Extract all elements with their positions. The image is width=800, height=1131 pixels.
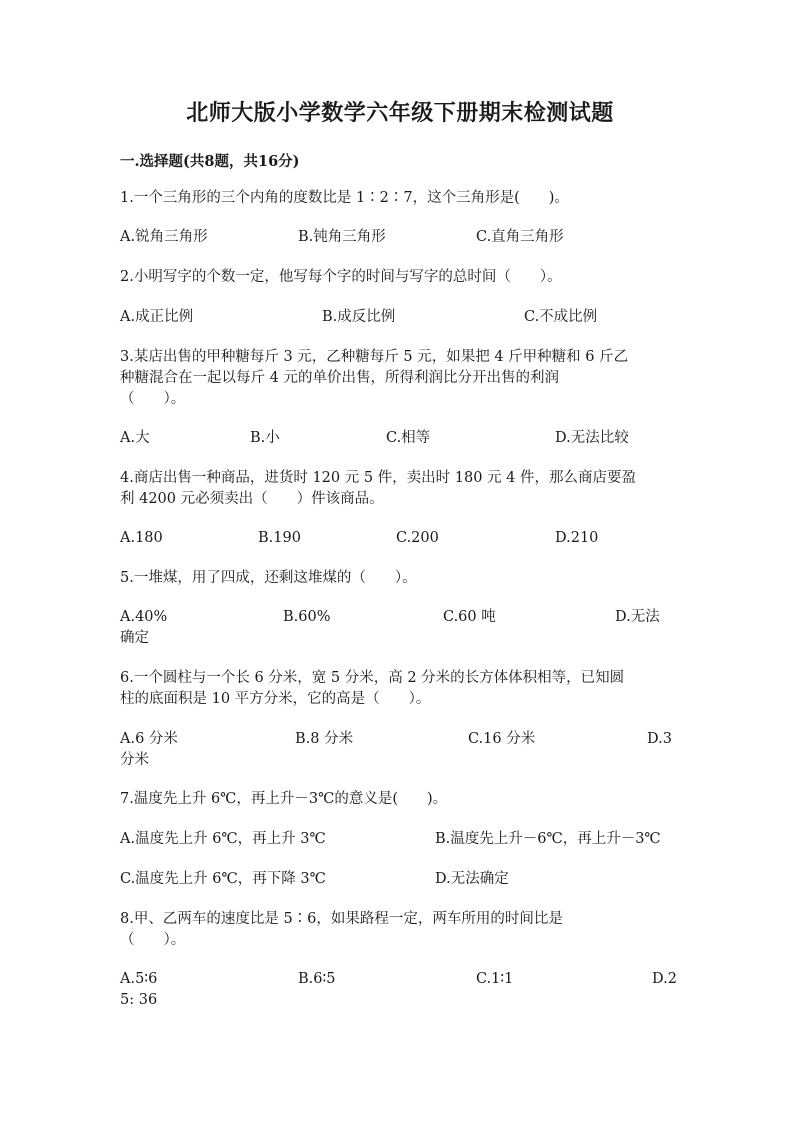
question-3-option-d: D.无法比较 [555, 430, 629, 446]
question-4-option-a: A.180 [120, 530, 163, 546]
question-6-option-a: A.6 分米 [120, 731, 178, 747]
question-4-text-line-1: 4.商店出售一种商品，进货时 120 元 5 件，卖出时 180 元 4 件，那么商店要盈 [120, 470, 637, 486]
question-3-option-c: C.相等 [386, 430, 431, 446]
question-4-option-b: B.190 [258, 530, 301, 546]
question-7-option-c: C.温度先上升 6℃，再下降 3℃ [120, 871, 326, 887]
question-8-text-line-2: （ ）。 [120, 932, 186, 948]
question-7-option-b: B.温度先上升－6℃，再上升－3℃ [435, 831, 661, 847]
question-6-text-line-1: 6.一个圆柱与一个长 6 分米，宽 5 分米，高 2 分米的长方体体积相等，已知圆 [120, 670, 625, 686]
question-5-option-d-wrap: 确定 [120, 630, 149, 646]
question-7-option-a: A.温度先上升 6℃，再上升 3℃ [120, 831, 326, 847]
question-3-text-line-2: 种糖混合在一起以每斤 4 元的单价出售，所得利润比分开出售的利润 [120, 370, 559, 386]
question-6-text-line-2: 柱的底面积是 10 平方分米，它的高是（ ）。 [120, 691, 431, 707]
question-2-option-b: B.成反比例 [322, 309, 396, 325]
question-1-option-b: B.钝角三角形 [298, 229, 386, 245]
question-5-option-d: D.无法 [615, 609, 660, 625]
question-5-option-b: B.60% [283, 609, 331, 625]
question-1-option-a: A.锐角三角形 [120, 229, 208, 245]
question-2-option-c: C.不成比例 [524, 309, 598, 325]
question-2-text: 2.小明写字的个数一定，他写每个字的时间与写字的总时间（ ）。 [120, 269, 562, 285]
exam-title: 北师大版小学数学六年级下册期末检测试题 [186, 100, 614, 126]
question-5-option-a: A.40% [120, 609, 168, 625]
question-4-option-c: C.200 [396, 530, 439, 546]
question-2-option-a: A.成正比例 [120, 309, 194, 325]
question-7-option-d: D.无法确定 [435, 871, 509, 887]
question-8-option-a: A.5∶6 [120, 971, 158, 987]
question-8-option-b: B.6∶5 [298, 971, 336, 987]
question-3-option-b: B.小 [250, 430, 280, 446]
question-1-option-c: C.直角三角形 [476, 229, 564, 245]
question-6-option-b: B.8 分米 [295, 731, 354, 747]
question-4-option-d: D.210 [555, 530, 599, 546]
question-5-option-c: C.60 吨 [443, 609, 496, 625]
question-5-text: 5.一堆煤，用了四成，还剩这堆煤的（ ）。 [120, 570, 417, 586]
question-8-text-line-1: 8.甲、乙两车的速度比是 5∶6，如果路程一定，两车所用的时间比是 [120, 911, 563, 927]
question-8-option-d: D.2 [652, 971, 677, 987]
question-8-option-d-wrap: 5: 36 [120, 992, 158, 1008]
question-7-text: 7.温度先上升 6℃，再上升－3℃的意义是( )。 [120, 791, 448, 807]
question-3-text-line-3: （ ）。 [120, 391, 186, 407]
question-1-text: 1.一个三角形的三个内角的度数比是 1∶2∶7，这个三角形是( )。 [120, 190, 569, 206]
question-3-option-a: A.大 [120, 430, 150, 446]
section-heading: 一.选择题(共8题，共16分) [120, 153, 300, 170]
question-6-option-c: C.16 分米 [468, 731, 536, 747]
question-6-option-d-wrap: 分米 [120, 752, 149, 768]
question-6-option-d: D.3 [647, 731, 672, 747]
question-4-text-line-2: 利 4200 元必须卖出（ ）件该商品。 [120, 491, 384, 507]
question-3-text-line-1: 3.某店出售的甲种糖每斤 3 元，乙种糖每斤 5 元，如果把 4 斤甲种糖和 6 斤乙 [120, 349, 629, 365]
question-8-option-c: C.1∶1 [476, 971, 514, 987]
